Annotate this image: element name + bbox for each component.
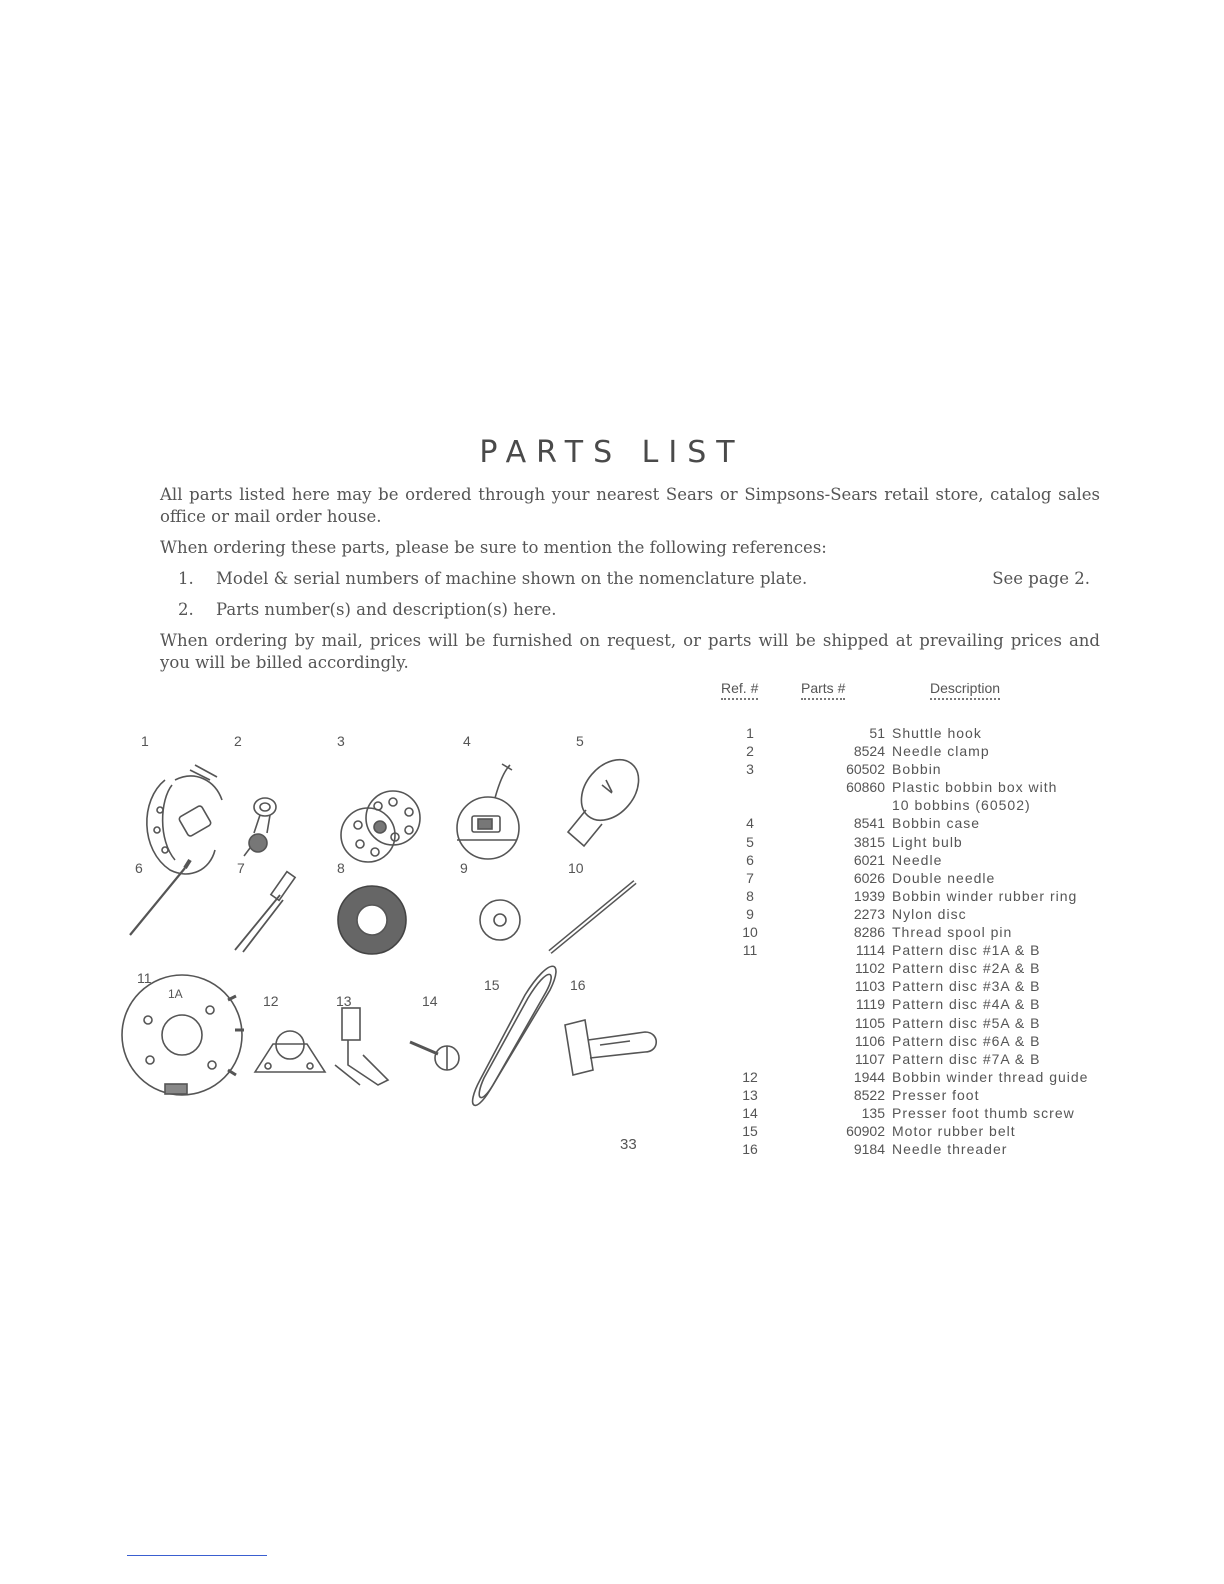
description-cell: Bobbin winder thread guide bbox=[892, 1068, 1089, 1085]
description-cell: Pattern disc #3A & B bbox=[892, 978, 1041, 995]
description-cell: Shuttle hook bbox=[892, 725, 982, 741]
part-number-cell: 1939 bbox=[853, 887, 885, 904]
description-cell: Bobbin case bbox=[892, 815, 981, 832]
part-number-cell: 9184 bbox=[853, 1141, 885, 1158]
footer-rule bbox=[127, 1555, 267, 1556]
figure-label-8: 8 bbox=[337, 860, 345, 876]
part-number-cell: 60860 bbox=[846, 779, 885, 796]
figure-label-7: 7 bbox=[237, 860, 245, 876]
parts-illustration bbox=[110, 740, 670, 1150]
disc-mark-text: 1A bbox=[168, 987, 183, 1001]
reference-item-1-text: Model & serial numbers of machine shown on the nomenclature plate. bbox=[216, 569, 808, 588]
reference-item-2-text: Parts number(s) and description(s) here. bbox=[216, 600, 557, 619]
motor-belt-icon bbox=[473, 966, 556, 1105]
part-number-cell: 1105 bbox=[854, 1014, 885, 1031]
reference-item-1 bbox=[160, 568, 1100, 590]
description-cell: Light bulb bbox=[892, 833, 963, 850]
column-header-parts: Parts # bbox=[801, 680, 845, 700]
figure-label-3: 3 bbox=[337, 733, 345, 749]
part-number-cell: 6026 bbox=[853, 869, 885, 886]
ref-cell: 7 bbox=[746, 869, 754, 886]
needle-icon bbox=[130, 860, 190, 935]
part-number-cell: 8522 bbox=[853, 1086, 885, 1103]
light-bulb-icon bbox=[568, 749, 650, 846]
ref-cell: 8 bbox=[746, 887, 754, 904]
ref-cell: 1 bbox=[746, 725, 754, 741]
ref-cell: 3 bbox=[746, 761, 754, 778]
description-cell: Pattern disc #4A & B bbox=[892, 996, 1041, 1013]
part-number-cell: 8524 bbox=[853, 743, 885, 760]
intro-paragraph-1: All parts listed here may be ordered through your nearest Sears or Simpsons-Sears retail store, catalog sales office or mail order house. bbox=[160, 485, 1100, 526]
page-number: 33 bbox=[620, 1136, 637, 1153]
figure-label-10: 10 bbox=[568, 860, 584, 876]
part-number-cell: 2273 bbox=[853, 905, 885, 922]
intro-text bbox=[160, 484, 1100, 683]
ref-cell: 12 bbox=[742, 1068, 758, 1085]
description-cell: Needle clamp bbox=[892, 743, 990, 760]
description-cell: Needle threader bbox=[892, 1141, 1008, 1158]
part-number-cell: 8541 bbox=[853, 815, 885, 832]
reference-item-2-number: 2. bbox=[178, 600, 194, 619]
part-number-cell: 1119 bbox=[855, 996, 885, 1013]
part-number-cell: 8286 bbox=[853, 924, 885, 941]
ref-cell: 16 bbox=[742, 1141, 758, 1158]
figure-label-16: 16 bbox=[570, 977, 586, 993]
ref-cell: 5 bbox=[746, 833, 754, 850]
ref-cell: 11 bbox=[742, 942, 758, 959]
double-needle-icon bbox=[235, 872, 295, 952]
spool-pin-icon bbox=[550, 882, 635, 952]
part-number-cell: 1107 bbox=[854, 1050, 885, 1067]
part-number-cell: 1114 bbox=[855, 942, 885, 959]
thumb-screw-icon bbox=[410, 1042, 459, 1070]
part-number-cell: 6021 bbox=[853, 851, 885, 868]
nylon-disc-icon bbox=[480, 900, 520, 940]
part-number-cell: 51 bbox=[869, 725, 885, 741]
part-number-cell: 60902 bbox=[846, 1123, 885, 1140]
part-number-cell: 1103 bbox=[854, 978, 885, 995]
figure-label-4: 4 bbox=[463, 733, 471, 749]
figure-label-14: 14 bbox=[422, 993, 438, 1009]
ref-cell: 14 bbox=[742, 1104, 758, 1121]
pattern-disc-icon bbox=[122, 975, 244, 1095]
description-cell: Pattern disc #7A & B bbox=[892, 1050, 1041, 1067]
column-header-description: Description bbox=[930, 680, 1000, 700]
description-cell: Pattern disc #5A & B bbox=[892, 1014, 1041, 1031]
thread-guide-icon bbox=[255, 1031, 325, 1072]
description-cell: Pattern disc #6A & B bbox=[892, 1032, 1041, 1049]
ref-cell: 4 bbox=[746, 815, 754, 832]
part-number-cell: 1102 bbox=[854, 960, 885, 977]
needle-threader-icon bbox=[565, 1020, 656, 1075]
ref-cell: 9 bbox=[746, 905, 754, 922]
see-page-note: See page 2. bbox=[992, 569, 1090, 588]
part-number-cell: 135 bbox=[861, 1104, 885, 1121]
description-cell: Needle bbox=[892, 851, 943, 868]
figure-label-13: 13 bbox=[336, 993, 352, 1009]
figure-label-12: 12 bbox=[263, 993, 279, 1009]
description-cell: Plastic bobbin box with bbox=[892, 779, 1058, 796]
ref-cell: 13 bbox=[742, 1086, 758, 1103]
figure-label-9: 9 bbox=[460, 860, 468, 876]
bobbin-icon bbox=[341, 791, 420, 862]
presser-foot-icon bbox=[335, 1008, 388, 1085]
figure-label-15: 15 bbox=[484, 977, 500, 993]
description-cell: Nylon disc bbox=[892, 905, 967, 922]
figure-label-5: 5 bbox=[576, 733, 584, 749]
description-cell: Motor rubber belt bbox=[892, 1123, 1016, 1140]
rubber-ring-icon bbox=[338, 886, 406, 954]
ref-cell: 15 bbox=[742, 1123, 758, 1140]
part-number-cell: 3815 bbox=[853, 833, 885, 850]
figure-label-6: 6 bbox=[135, 860, 143, 876]
reference-item-2 bbox=[160, 599, 1100, 621]
description-cell: 10 bobbins (60502) bbox=[892, 797, 1031, 814]
description-cell: Bobbin bbox=[892, 761, 942, 778]
bobbin-case-icon bbox=[457, 764, 519, 859]
ref-cell: 2 bbox=[746, 743, 754, 760]
description-cell: Bobbin winder rubber ring bbox=[892, 887, 1078, 904]
description-cell: Presser foot thumb screw bbox=[892, 1104, 1075, 1121]
figure-label-11: 11 bbox=[137, 970, 152, 986]
description-cell: Pattern disc #2A & B bbox=[892, 960, 1041, 977]
column-header-ref: Ref. # bbox=[721, 680, 758, 700]
part-number-cell: 60502 bbox=[846, 761, 885, 778]
ref-cell: 10 bbox=[742, 924, 758, 941]
reference-item-1-number: 1. bbox=[178, 569, 194, 588]
description-cell: Pattern disc #1A & B bbox=[892, 942, 1041, 959]
page-title: PARTS LIST bbox=[479, 435, 745, 470]
description-cell: Thread spool pin bbox=[892, 924, 1013, 941]
part-number-cell: 1106 bbox=[854, 1032, 885, 1049]
shuttle-hook-icon bbox=[147, 765, 222, 874]
part-number-cell: 1944 bbox=[853, 1068, 885, 1085]
description-cell: Presser foot bbox=[892, 1086, 980, 1103]
needle-clamp-icon bbox=[244, 798, 276, 856]
ref-cell: 6 bbox=[746, 851, 754, 868]
description-cell: Double needle bbox=[892, 869, 996, 886]
intro-paragraph-2: When ordering these parts, please be sure to mention the following references: bbox=[160, 538, 827, 557]
figure-label-1: 1 bbox=[141, 733, 149, 749]
figure-label-2: 2 bbox=[234, 733, 242, 749]
intro-paragraph-3: When ordering by mail, prices will be furnished on request, or parts will be shipped at prevailing prices and you will be billed accordingly. bbox=[160, 631, 1100, 672]
